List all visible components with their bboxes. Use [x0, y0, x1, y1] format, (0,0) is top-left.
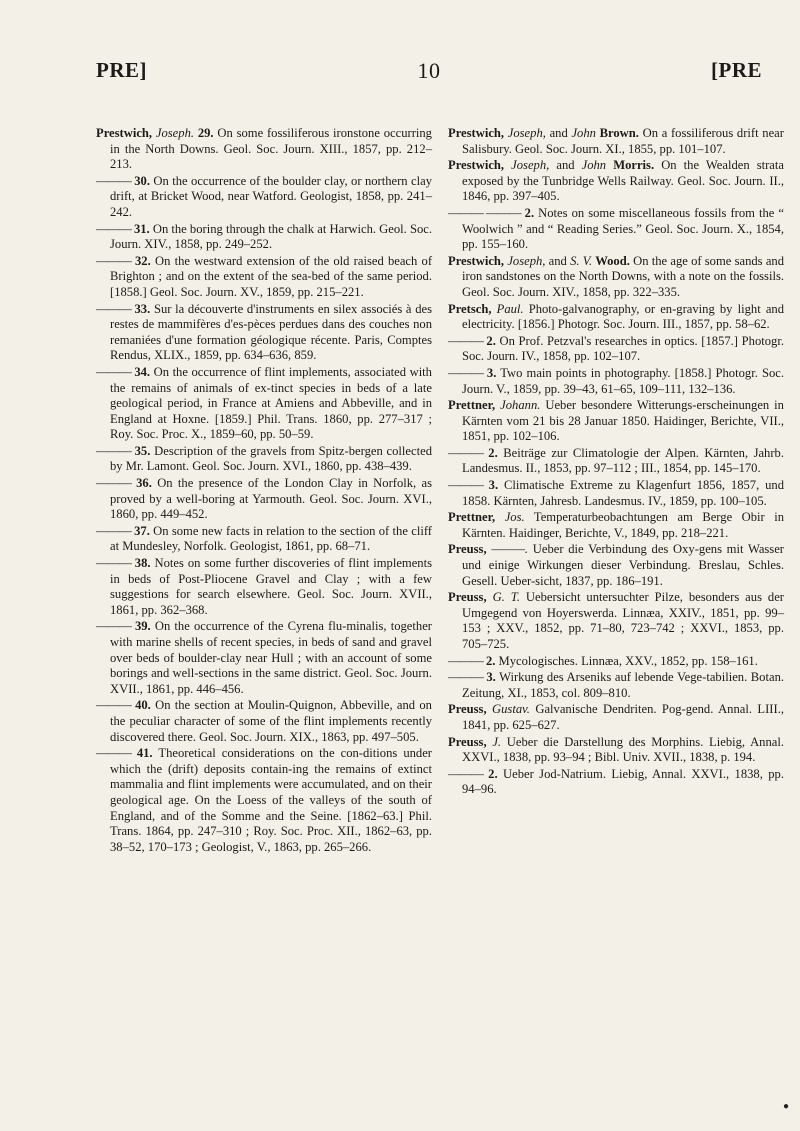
coauthor-surname: Morris.	[613, 158, 655, 173]
bibliography-entry	[96, 444, 432, 475]
entry-number: 2.	[485, 653, 496, 668]
entry-text: Climatische Extreme zu Klagenfurt 1856, 1857, und 1858. Kärnten, Jahresb. Landesmus. IV., 1859, pp. 100–105.	[462, 478, 784, 508]
entry-text: On the occurrence of flint implements, associated with the remains of animals of ex-tinct species in beds of a late geological period, in France at Amiens and Abbeville, and in England at Hoxne. [1859.] Phil. Trans. 1860, pp. 277–317 ; Roy. Soc. Proc. X., 1859–60, pp. 50–59.	[110, 364, 432, 442]
ditto-dash: ———	[448, 333, 483, 348]
bibliography-entry	[448, 590, 784, 652]
entry-text: Ueber besondere Witterungs-erscheinungen in Kärnten vom 21 bis 28 Januar 1850. Haidinger, Berichte, VII., 1851, pp. 102–106.	[462, 398, 784, 444]
entry-text: Beiträge zur Climatologie der Alpen. Kärnten, Jahrb. Landesmus. II., 1853, pp. 97–112 ; III., 1854, pp. 145–170.	[462, 445, 784, 476]
entry-text: Two main points in photography. [1858.] Photogr. Soc. Journ. V., 1859, pp. 39–43, 61–65, 109–111, 132–136.	[462, 365, 784, 396]
author-given-name: Jos.	[504, 510, 525, 525]
entry-number: 29.	[197, 126, 214, 140]
author-surname: Prestwich,	[96, 126, 153, 140]
entry-number: 38.	[134, 556, 151, 571]
entry-text: On the occurrence of the boulder clay, or northern clay drift, at Bricket Wood, near Watford. Geologist, 1858, pp. 241–242.	[110, 173, 433, 219]
bibliography-entry	[448, 654, 784, 670]
bibliography-entry	[96, 302, 432, 364]
bibliography-entry	[96, 222, 432, 253]
bibliography-entry	[448, 254, 784, 301]
author-given-name: Joseph,	[507, 126, 546, 140]
bibliography-entry	[448, 302, 784, 333]
author-surname: Preuss,	[448, 542, 487, 557]
entry-text: Photo-galvanography, or en-graving by light and electricity. [1856.] Photogr. Soc. Journ. III., 1857, pp. 58–62.	[462, 301, 785, 332]
entry-text: Notes on some miscellaneous fossils from the “ Woolwich ” and “ Reading Series.” Geol. Soc. Journ. X., 1854, pp. 155–160.	[462, 205, 784, 252]
ditto-dash: ———	[96, 556, 131, 571]
entry-number: 41.	[136, 746, 153, 761]
bibliography-entry	[96, 254, 432, 301]
bibliography-entry	[448, 334, 784, 365]
entry-text: On the presence of the London Clay in Norfolk, as proved by a well-boring at Yarmouth. Geol. Soc. Journ. XVI., 1860, pp. 449–452.	[110, 476, 433, 522]
header-right-guide: [PRE	[711, 58, 762, 82]
ditto-dash: ———	[448, 670, 483, 685]
coauthor-given-name: John	[571, 126, 596, 140]
bibliography-entry	[96, 126, 432, 173]
author-surname: Preuss,	[448, 702, 487, 717]
author-given-name: Johann.	[500, 398, 541, 413]
author-given-name: Paul.	[496, 301, 524, 316]
bibliography-entry	[448, 510, 784, 541]
author-surname: Preuss,	[448, 590, 487, 605]
entry-text: Description of the gravels from Spitz-bergen collected by Mr. Lamont. Geol. Soc. Journ. XVI., 1860, pp. 438–439.	[110, 443, 432, 474]
header-left-guide: PRE]	[96, 58, 147, 82]
bibliography-entry	[96, 619, 432, 697]
author-surname: Prestwich,	[448, 158, 505, 173]
ditto-dash: ———	[96, 476, 131, 491]
ditto-dash: ———	[96, 523, 131, 538]
ditto-dash: ———	[448, 653, 483, 668]
entry-number: 30.	[134, 173, 150, 188]
bibliography-entry	[96, 556, 432, 618]
coauthor-given-name: S. V.	[570, 253, 592, 268]
coauthor-given-name: John	[581, 158, 607, 173]
page-number: 10	[417, 58, 441, 83]
entry-number: 3.	[486, 670, 496, 685]
entry-text: Sur la découverte d'instruments en silex associés à des restes de mammifères d'es-pèces perdues dans des couches non remaniées d'une formation géologique récente. Paris, Comptes Rendus, XLIX., 1859, pp. 634–636, 859.	[110, 301, 432, 363]
bibliography-entry	[96, 698, 432, 745]
entry-number: 35.	[134, 443, 151, 458]
bibliography-entry	[448, 158, 784, 205]
entry-text: Ueber Jod-Natrium. Liebig, Annal. XXVI., 1838, pp. 94–96.	[462, 766, 784, 797]
entry-text: On the section at Moulin-Quignon, Abbeville, and on the peculiar character of some of the flint implements recently discovered there. Geol. Soc. Journ. XIX., 1863, pp. 497–505.	[110, 698, 432, 744]
bibliography-entry	[96, 746, 432, 855]
author-given-name: G. T.	[492, 590, 520, 605]
coauthor-surname: Wood.	[595, 253, 630, 268]
bibliography-entry	[448, 398, 784, 445]
author-surname: Pretsch,	[448, 301, 492, 316]
author-given-name: Joseph,	[507, 253, 546, 268]
entry-number: 3.	[486, 365, 497, 380]
left-column	[96, 126, 432, 856]
bibliography-entry	[448, 702, 784, 733]
ditto-dash: ———	[448, 478, 483, 493]
ditto-dash: ———	[96, 443, 131, 458]
conjunction: and	[548, 253, 567, 268]
entry-text: On the occurrence of the Cyrena flu-minalis, together with marine shells of recent species, in beds of sand and gravel over beds of boulder-clay near Hull ; with an account of some borings and well-sections in the same district. Geol. Soc. Journ. XVII., 1861, pp. 446–456.	[110, 619, 432, 696]
entry-number: 2.	[486, 333, 496, 348]
ditto-dash: ———	[96, 698, 131, 713]
entry-text: On some fossiliferous ironstone occurring in the North Downs. Geol. Soc. Journ. XIII., 1857, pp. 212–213.	[110, 126, 432, 172]
entry-number: 3.	[488, 478, 499, 493]
entry-text: Theoretical considerations on the con-ditions under which the (drift) deposits contain-ing the remains of extinct mammalia and flint implements were accumulated, and on their geological age. On the Loess of the valleys of the south of England, and of the Somme and the Seine. [1862–63.] Phil. Trans. 1864, pp. 247–310 ; Roy. Soc. Proc. XII., 1862–63, pp. 38–52, 170–173 ; Geologist, V., 1863, pp. 265–266.	[110, 746, 432, 854]
bibliography-entry	[448, 542, 784, 589]
right-column	[448, 126, 784, 799]
bibliography-entry	[448, 126, 784, 157]
entry-text: Galvanische Dendriten. Pog-gend. Annal. LIII., 1841, pp. 625–627.	[462, 702, 784, 732]
entry-text: On the Wealden strata exposed by the Tunbridge Wells Railway. Geol. Soc. Journ. II., 1846, pp. 397–405.	[462, 158, 784, 204]
bibliography-entry	[448, 206, 784, 253]
entry-text: On the westward extension of the old raised beach of Brighton ; and on the extent of the sea-bed of the same period. [1858.] Geol. Soc. Journ. XV., 1859, pp. 215–221.	[110, 253, 433, 299]
author-given-name: ———.	[491, 542, 529, 557]
bibliography-entry	[448, 767, 784, 798]
author-surname: Prestwich,	[448, 253, 505, 268]
entry-text: Temperaturbeobachtungen am Berge Obir in Kärnten. Haidinger, Berichte, V., 1849, pp. 218–221.	[462, 510, 784, 540]
entry-number: 32.	[135, 253, 151, 268]
entry-number: 33.	[134, 301, 151, 316]
author-surname: Prestwich,	[448, 126, 505, 140]
entry-number: 40.	[135, 698, 151, 713]
bibliography-entry	[448, 670, 784, 701]
conjunction: and	[549, 126, 568, 140]
author-given-name: J.	[492, 734, 502, 749]
bibliography-entry	[96, 524, 432, 555]
bibliography-entry	[448, 446, 784, 477]
entry-text: On Prof. Petzval's researches in optics. [1857.] Photogr. Soc. Journ. IV., 1858, pp. 102–107.	[462, 333, 784, 364]
ditto-dash: ——— ———	[448, 205, 521, 220]
author-given-name: Gustav.	[492, 702, 530, 717]
bibliography-entry	[448, 735, 784, 766]
author-surname: Prettner,	[448, 398, 496, 413]
author-given-name: Joseph,	[511, 158, 550, 173]
bibliography-entry	[96, 365, 432, 443]
coauthor-surname: Brown.	[599, 126, 639, 140]
ditto-dash: ———	[448, 445, 483, 460]
entry-number: 2.	[488, 445, 498, 460]
entry-text: Wirkung des Arseniks auf lebende Vege-tabilien. Botan. Zeitung, XI., 1853, col. 809–810.	[462, 670, 785, 700]
entry-text: On the boring through the chalk at Harwich. Geol. Soc. Journ. XIV., 1858, pp. 249–252.	[110, 221, 432, 252]
page-header	[96, 58, 762, 88]
entry-number: 2.	[524, 205, 535, 220]
entry-text: Ueber die Darstellung des Morphins. Liebig, Annal. XXVI., 1838, pp. 93–94 ; Bibl. Univ. XVII., 1838, p. 194.	[462, 734, 785, 765]
entry-text: On the age of some sands and iron sandstones on the North Downs, with a note on the fossils. Geol. Soc. Journ. XIV., 1858, pp. 322–335.	[462, 253, 784, 299]
entry-text: On a fossiliferous drift near Salisbury. Geol. Soc. Journ. XI., 1855, pp. 101–107.	[462, 126, 784, 156]
author-surname: Prettner,	[448, 510, 496, 525]
ditto-dash: ———	[96, 173, 131, 188]
entry-number: 37.	[134, 523, 150, 538]
entry-number: 2.	[488, 766, 498, 781]
entry-text: Ueber die Verbindung des Oxy-gens mit Wasser und einige Wirkungen dieser Verbindung. Breslau, Schles. Gesell. Ueber-sicht, 1837, pp. 186–191.	[462, 542, 784, 588]
ditto-dash: ———	[448, 365, 483, 380]
bibliography-entry	[96, 174, 432, 221]
ditto-dash: ———	[96, 619, 131, 634]
entry-number: 39.	[134, 619, 151, 634]
ditto-dash: ———	[96, 746, 131, 761]
entry-number: 34.	[134, 364, 151, 379]
ditto-dash: ———	[96, 301, 131, 316]
entry-number: 36.	[136, 476, 152, 491]
ditto-dash: ———	[448, 766, 483, 781]
ditto-dash: ———	[96, 221, 131, 236]
entry-text: Uebersicht untersuchter Pilze, besonders aus der Umgegend von Hoyerswerda. Linnæa, XXIV., 1851, pp. 99–153 ; XXV., 1852, pp. 71–80, 723–742 ; XXVI., 1853, pp. 705–725.	[462, 590, 784, 651]
page-mark: ●	[783, 1101, 790, 1112]
bibliography-entry	[448, 478, 784, 509]
entry-number: 31.	[133, 221, 150, 236]
entry-text: Mycologisches. Linnæa, XXV., 1852, pp. 158–161.	[498, 653, 758, 668]
bibliography-entry	[448, 366, 784, 397]
ditto-dash: ———	[96, 253, 131, 268]
author-given-name: Joseph.	[155, 126, 195, 140]
ditto-dash: ———	[96, 364, 131, 379]
entry-text: On some new facts in relation to the section of the cliff at Mundesley, Norfolk. Geologist, 1861, pp. 68–71.	[110, 523, 432, 554]
conjunction: and	[556, 158, 575, 173]
bibliography-entry	[96, 476, 432, 523]
entry-text: Notes on some further discoveries of flint implements in beds of Post-Pliocene Gravel and Clay ; with a few suggestions for search elsewhere. Geol. Soc. Journ. XVII., 1861, pp. 362–368.	[110, 556, 433, 617]
author-surname: Preuss,	[448, 734, 487, 749]
